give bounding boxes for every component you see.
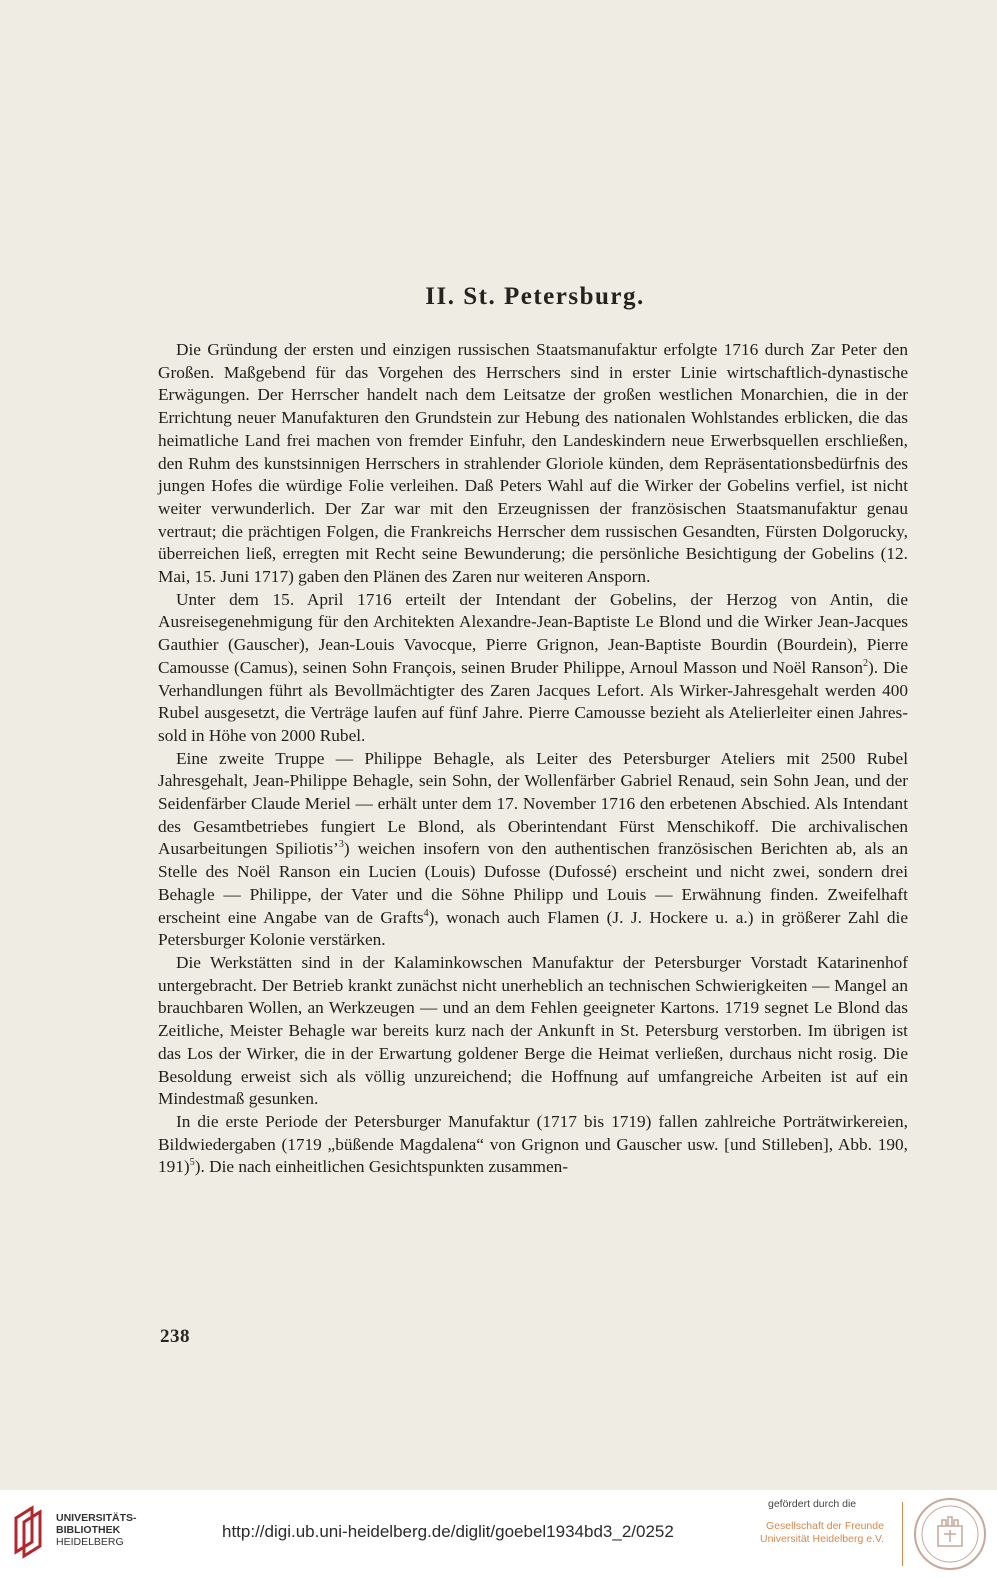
- chapter-heading: II. St. Petersburg.: [425, 283, 645, 310]
- paragraph-text: Die Gründung der ersten und einzigen russischen Staatsmanufaktur erfolgte 1716 durch Zar Peter den Großen. Maßgebend für das Vorgehen des Herrschers sind in erster Linie wirtschaftlich-dynastische Erwägungen. Der Herrscher handelt nach dem Leitsatze der großen westlichen Monarchien, die in der Errichtung neuer Manufakturen den Grundstein zur Hebung des nationalen Wohlstandes erblicken, die das heimatliche Land frei machen von fremder Einfuhr, den Landeskindern neue Erwerbsquellen erschließen, den Ruhm des kunstsinnigen Herrschers in strahlender Gloriole künden, dem Repräsentationsbedürfnis des jungen Hofes die würdige Folie verleihen. Daß Peters Wahl auf die Wirker der Gobelins verfiel, ist nicht weiter verwunderlich. Der Zar war mit den Erzeugnissen der französischen Staatsmanufaktur genau vertraut; die prächtigen Folgen, die Frankreichs Herrscher dem russischen Gesandten, Fürsten Dolgorucky, überreichen ließ, erregten mit Recht seine Bewunderung; die persönliche Besichtigung der Gobelins (12. Mai, 15. Juni 1717) gaben den Plänen des Zaren nur weiteren Ansporn.: [158, 340, 908, 587]
- footnote-ref: 4: [423, 907, 429, 919]
- paragraph-text: ). Die Verhandlungen führt als Bevollmächtigter des Zaren Jacques Lefort. Als Wirker-Jahresgehalt werden 400 Rubel ausgesetzt, die Verträge laufen auf fünf Jahre. Pierre Camousse bezieht als Atelierleiter einen Jahressold in Höhe von 2000 Rubel.: [158, 657, 908, 745]
- paragraph: [158, 339, 908, 589]
- paragraph-text: Die Werkstätten sind in der Kalaminkowschen Manufaktur der Petersburger Vorstadt Katarinenhof untergebracht. Der Betrieb krankt zunächst nicht unerheblich an technischen Schwierigkeiten — Mangel an brauchbaren Wollen, an Werkzeugen — und an dem Fehlen geeigneter Kartons. 1719 segnet Le Blond das Zeitliche, Meister Behagle war bereits kurz nach der Ankunft in St. Petersburg verstorben. Im übrigen ist das Los der Wirker, die in der Erwartung goldener Berge die Heimat verließen, durchaus nicht rosig. Die Besoldung erweist sich als völlig unzureichend; die Hoffnung auf umfangreiche Arbeiten ist auf ein Mindestmaß gesunken.: [158, 952, 908, 1109]
- university-seal-icon: [912, 1496, 988, 1572]
- sponsor-divider: [902, 1502, 903, 1566]
- sponsor-name-line: Universität Heidelberg e.V.: [760, 1533, 884, 1545]
- footnote-ref: 3: [338, 839, 344, 851]
- library-logo-icon: [10, 1500, 50, 1560]
- paragraph-text: ). Die nach einheitlichen Gesichtspunkten zusammen-: [194, 1157, 569, 1177]
- paragraph: [158, 952, 908, 1111]
- paragraph: [158, 1111, 908, 1179]
- library-name-line: BIBLIOTHEK: [56, 1524, 121, 1536]
- footnote-ref: 2: [863, 658, 868, 670]
- paragraph-text: ) weichen insofern von den authentischen französischen Berichten ab, als an Stelle des Noël Ranson ein Lucien (Louis) Dufosse (Dufossé) erscheint und nicht zwei, sondern drei Behagle — Philippe, der Vater und die Söhne Philipp und Louis — Erwähnung finden. Zweifelhaft erscheint eine Angabe van de Grafts: [158, 839, 908, 927]
- library-name: [56, 1512, 137, 1548]
- sponsor-name-line: Gesellschaft der Freunde: [766, 1520, 884, 1532]
- sponsor-block: [760, 1498, 884, 1546]
- paragraph-text: Unter dem 15. April 1716 erteilt der Intendant der Gobelins, der Herzog von Antin, die Ausreisegenehmigung für den Architekten Alexandre-Jean-Baptiste Le Blond und die Wirker Jean-Jacques Gauthier (Gauscher), Jean-Louis Vavocque, Pierre Grignon, Jean-Baptiste Bourdin (Bourdein), Pierre Camousse (Camus), seinen Sohn François, seinen Bruder Philippe, Arnoul Masson und Noël Ranson: [158, 589, 908, 677]
- library-name-line: UNIVERSITÄTS-: [56, 1512, 137, 1524]
- paragraph: [158, 748, 908, 952]
- paragraph-text: In die erste Periode der Petersburger Manufaktur (1717 bis 1719) fallen zahlreiche Porträtwirkereien, Bildwiedergaben (1719 „büßende Magdalena“ von Grignon und Gauscher usw. [und Stilleben], Abb. 190, 191): [158, 1111, 908, 1177]
- sponsor-name: [760, 1520, 884, 1546]
- footnote-ref: 5: [189, 1157, 195, 1169]
- library-name-line: HEIDELBERG: [56, 1536, 124, 1548]
- paragraph: [158, 589, 908, 748]
- paragraph-text: Eine zweite Truppe — Philippe Behagle, als Leiter des Petersburger Ateliers mit 2500 Rubel Jahresgehalt, Jean-Philippe Behagle, sein Sohn, der Wollenfärber Gabriel Renaud, sein Sohn Jean, und der Seidenfärber Claude Meriel — erhält unter dem 17. November 1716 den erbetenen Abschied. Als Intendant des Gesamtbetriebes fungiert Le Blond, als Oberintendant Fürst Menschikoff. Die archivalischen Ausarbeitungen Spiliotis’: [158, 748, 908, 859]
- paragraph-text: ), wonach auch Flamen (J. J. Hockere u. a.) in größerer Zahl die Petersburger Kolonie verstärken.: [158, 907, 909, 950]
- footer-bar: [0, 1490, 997, 1578]
- body-text: [158, 339, 908, 1179]
- permalink-url[interactable]: http://digi.ub.uni-heidelberg.de/diglit/goebel1934bd3_2/0252: [222, 1522, 674, 1541]
- sponsor-label: gefördert durch die: [768, 1498, 857, 1510]
- page-number: 238: [160, 1326, 190, 1347]
